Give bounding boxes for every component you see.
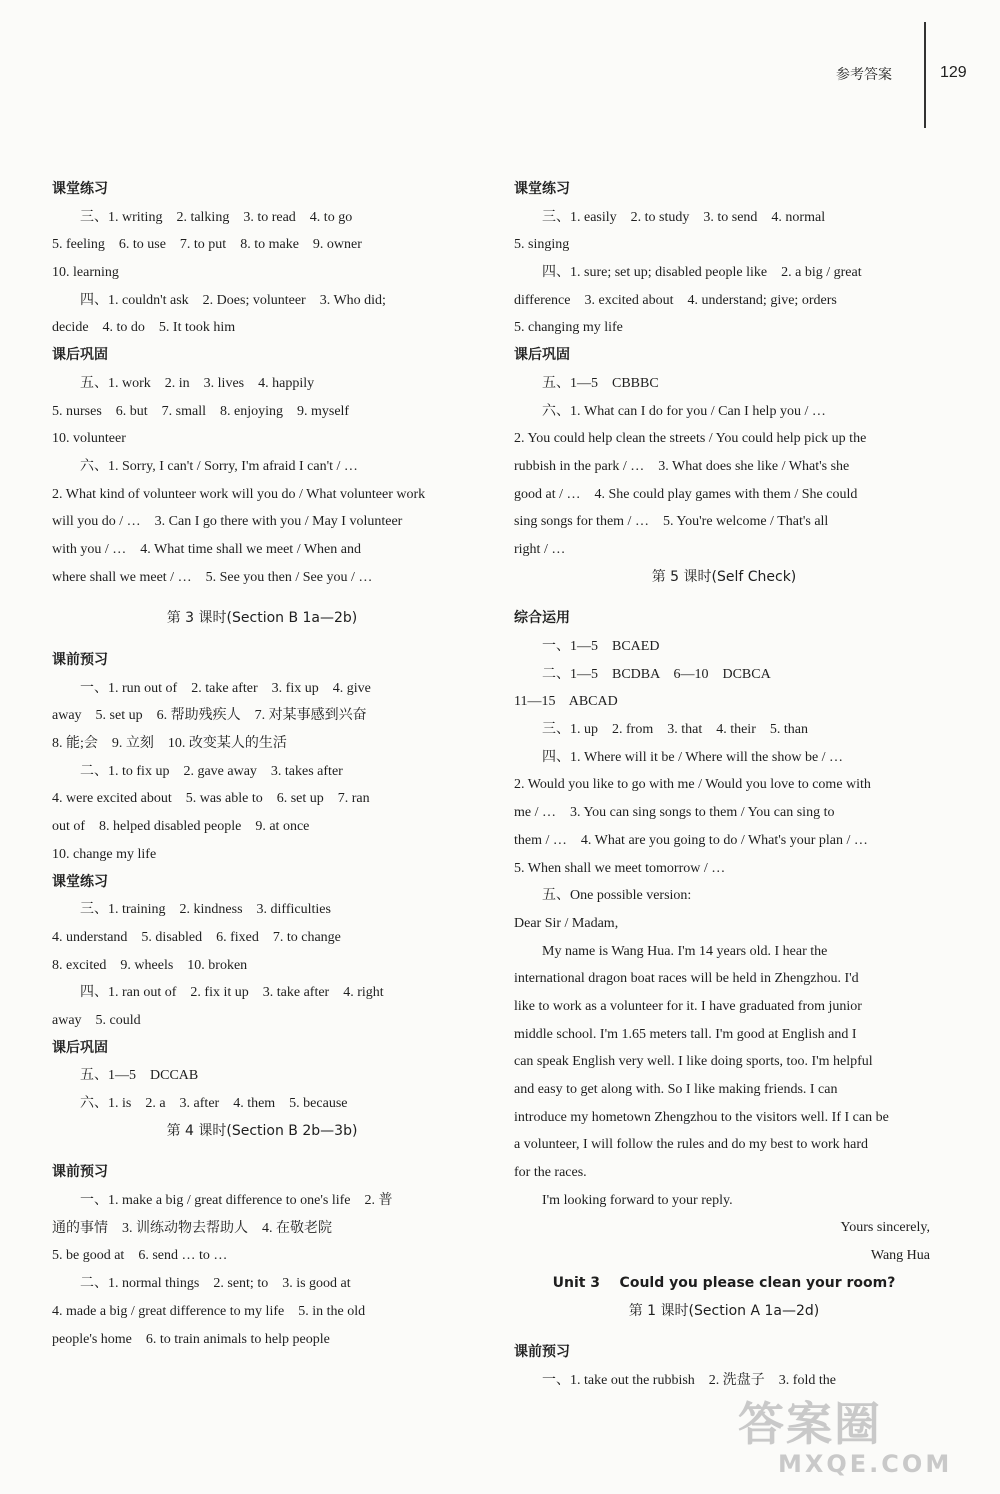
answer-line: 四、1. ran out of 2. fix it up 3. take after 4. right (80, 985, 384, 1001)
section-heading: 课前预习 (514, 1344, 570, 1361)
answer-line: 4. made a big / great difference to my life 5. in the old (52, 1303, 366, 1319)
answer-line: will you do / … 3. Can I go there with you / May I volunteer (52, 514, 403, 530)
answer-line: them / … 4. What are you going to do / What's your plan / … (514, 832, 868, 848)
answer-line: 2. You could help clean the streets / You could help pick up the (514, 431, 867, 447)
watermark-logo (738, 1398, 968, 1482)
answer-line: sing songs for them / … 5. You're welcome / That's all (514, 514, 829, 530)
answer-line: difference 3. excited about 4. understand; give; orders (514, 292, 837, 308)
answer-line: 10. change my life (52, 846, 157, 862)
answer-line: 二、1. to fix up 2. gave away 3. takes after (80, 763, 343, 779)
answer-line: 三、1. training 2. kindness 3. difficulties (80, 902, 331, 918)
spacer (52, 633, 472, 647)
answer-line: 5. changing my life (514, 320, 623, 336)
answer-line: 三、1. easily 2. to study 3. to send 4. normal (542, 209, 826, 225)
answer-line: 5. When shall we meet tomorrow / … (514, 860, 726, 876)
watermark-main: 答案圈 (738, 1397, 882, 1451)
answer-line: 4. understand 5. disabled 6. fixed 7. to change (52, 929, 341, 945)
answer-line: 六、1. is 2. a 3. after 4. them 5. because (80, 1096, 348, 1111)
watermark-sub: MXQE.COM (778, 1450, 953, 1478)
answer-line: and easy to get along with. So I like making friends. I can (514, 1082, 838, 1097)
answer-line: 五、1—5 DCCAB (80, 1068, 199, 1084)
answer-line: 一、1. run out of 2. take after 3. fix up 4. give (80, 680, 371, 696)
answer-line: rubbish in the park / … 3. What does she like / What's she (514, 458, 850, 474)
answer-line: 六、1. Sorry, I can't / Sorry, I'm afraid I can't / … (80, 458, 358, 474)
answer-line: can speak English very well. I like doing sports, too. I'm helpful (514, 1054, 873, 1070)
answer-line: My name is Wang Hua. I'm 14 years old. I hear the (542, 943, 828, 959)
answer-line: out of 8. helped disabled people 9. at once (52, 819, 310, 835)
answer-line: 8. 能;会 9. 立刻 10. 改变某人的生活 (52, 736, 287, 752)
left-column (52, 176, 472, 1353)
answer-line: for the races. (514, 1165, 587, 1181)
answer-line: with you / … 4. What time shall we meet / When and (52, 541, 361, 557)
answer-line: 2. What kind of volunteer work will you do / What volunteer work (52, 486, 426, 502)
answer-line: 五、1—5 CBBBC (542, 375, 659, 391)
answer-line: good at / … 4. She could play games with them / She could (514, 486, 858, 502)
answer-line: 通的事情 3. 训练动物去帮助人 4. 在敬老院 (52, 1220, 332, 1236)
answer-line: 四、1. Where will it be / Where will the show be / … (542, 749, 844, 765)
answer-line: 10. volunteer (52, 431, 126, 447)
answer-line: where shall we meet / … 5. See you then / See you / … (52, 569, 373, 585)
spacer (514, 1325, 934, 1339)
answer-line: 五、1. work 2. in 3. lives 4. happily (80, 375, 315, 391)
answer-line: a volunteer, I will follow the rules and do my best to work hard (514, 1137, 869, 1153)
answer-line: 4. were excited about 5. was able to 6. set up 7. ran (52, 791, 370, 807)
answer-line: I'm looking forward to your reply. (542, 1192, 733, 1208)
answer-line: 四、1. couldn't ask 2. Does; volunteer 3. Who did; (80, 292, 386, 308)
answer-line: 10. learning (52, 265, 119, 281)
answer-line: introduce my hometown Zhengzhou to the visitors well. If I can be (514, 1109, 889, 1125)
section-heading: 综合运用 (514, 610, 570, 627)
header-label: 参考答案 (836, 67, 892, 83)
answer-line: 5. feeling 6. to use 7. to put 8. to make 9. owner (52, 237, 362, 253)
answer-line: away 5. could (52, 1012, 141, 1028)
answer-line: 二、1. normal things 2. sent; to 3. is good at (80, 1276, 351, 1292)
answer-line: me / … 3. You can sing songs to them / You can sing to (514, 805, 835, 821)
unit-title: Unit 3 Could you please clean your room? (552, 1274, 896, 1291)
answer-line: 一、1. take out the rubbish 2. 洗盘子 3. fold the (542, 1372, 836, 1388)
answer-line: 三、1. up 2. from 3. that 4. their 5. than (542, 722, 808, 738)
lesson-title: 第 3 课时(Section B 1a—2b) (166, 610, 358, 627)
section-heading: 课前预习 (52, 1164, 108, 1181)
section-heading: 课堂练习 (52, 181, 108, 197)
section-heading: 课前预习 (52, 652, 108, 668)
answer-line: people's home 6. to train animals to help people (52, 1331, 330, 1347)
answer-line: 六、1. What can I do for you / Can I help you / … (542, 403, 826, 419)
section-heading: 课堂练习 (52, 873, 108, 890)
page-number: 129 (940, 64, 967, 81)
answer-line: 四、1. sure; set up; disabled people like 2. a big / great (542, 265, 862, 281)
lesson-title: 第 1 课时(Section A 1a—2d) (628, 1302, 820, 1319)
answer-line: 三、1. writing 2. talking 3. to read 4. to go (80, 209, 353, 225)
section-heading: 课堂练习 (514, 181, 570, 197)
answer-line: 2. Would you like to go with me / Would you love to come with (514, 777, 871, 793)
signature-line: Yours sincerely, (840, 1220, 930, 1236)
spacer (52, 591, 472, 605)
answer-line: international dragon boat races will be held in Zhengzhou. I'd (514, 971, 859, 987)
answer-line: 5. nurses 6. but 7. small 8. enjoying 9. myself (52, 403, 350, 419)
answer-line: 11—15 ABCAD (514, 694, 618, 710)
lesson-title: 第 4 课时(Section B 2b—3b) (166, 1122, 358, 1139)
answer-line: 5. be good at 6. send … to … (52, 1248, 228, 1264)
answer-line: 8. excited 9. wheels 10. broken (52, 957, 248, 973)
answer-line: 五、One possible version: (542, 888, 692, 904)
spacer (52, 1145, 472, 1159)
answer-line: away 5. set up 6. 帮助残疾人 7. 对某事感到兴奋 (52, 708, 367, 724)
signature-line: Wang Hua (870, 1248, 930, 1264)
answer-line: middle school. I'm 1.65 meters tall. I'm good at English and I (514, 1026, 857, 1042)
answer-line: like to work as a volunteer for it. I have graduated from junior (514, 998, 862, 1014)
answer-line: 5. singing (514, 237, 570, 253)
spacer (514, 591, 934, 605)
section-heading: 课后巩固 (52, 1039, 108, 1056)
answer-line: 一、1. make a big / great difference to one's life 2. 普 (80, 1193, 393, 1209)
answer-line: Dear Sir / Madam, (514, 915, 619, 931)
answer-line: 一、1—5 BCAED (542, 639, 660, 654)
section-heading: 课后巩固 (514, 347, 570, 364)
answer-line: right / … (514, 541, 566, 557)
answer-line: decide 4. to do 5. It took him (52, 320, 236, 336)
lesson-title: 第 5 课时(Self Check) (651, 568, 797, 585)
header-divider (924, 22, 926, 128)
answer-line: 二、1—5 BCDBA 6—10 DCBCA (542, 666, 771, 682)
section-heading: 课后巩固 (52, 347, 108, 364)
right-column (514, 176, 934, 1395)
